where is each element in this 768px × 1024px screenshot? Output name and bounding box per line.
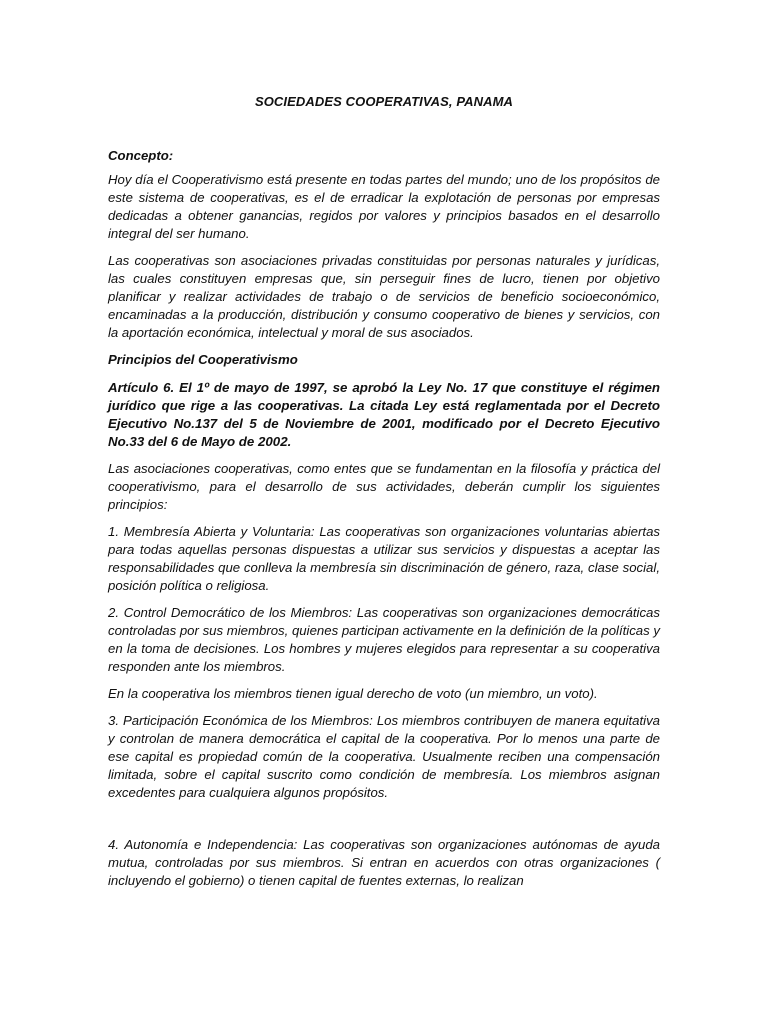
articulo-6-paragraph: Artículo 6. El 1º de mayo de 1997, se aprobó la Ley No. 17 que constituye el régimen jurídico que rige a las cooperativas. La citada Ley está reglamentada por el Decreto Ejecutivo No.137 del 5 de Noviembre de 2001, modificado por el Decreto Ejecutivo No.33 del 6 de Mayo de 2002. [108,380,660,449]
document-body [108,93,660,899]
principio-4-paragraph: 4. Autonomía e Independencia: Las cooperativas son organizaciones autónomas de ayuda mutua, controladas por sus miembros. Si entran en acuerdos con otras organizaciones ( incluyendo el gobierno) o tienen capital de fuentes externas, lo realizan [108,837,660,888]
principio-2-voto-paragraph: En la cooperativa los miembros tienen igual derecho de voto (un miembro, un voto). [108,686,598,701]
concepto-heading: Concepto: [108,148,174,163]
principios-intro-paragraph: Las asociaciones cooperativas, como entes que se fundamentan en la filosofía y práctica del cooperativismo, para el desarrollo de sus actividades, deberán cumplir los siguientes principios: [108,461,660,512]
concepto-paragraph-1: Hoy día el Cooperativismo está presente en todas partes del mundo; uno de los propósitos de este sistema de cooperativas, es el de erradicar la explotación de personas por empresas dedicadas a obtener ganancias, regidos por valores y principios basados en el desarrollo integral del ser humano. [108,172,660,241]
document-title: SOCIEDADES COOPERATIVAS, PANAMA [254,94,514,109]
principio-2-paragraph: 2. Control Democrático de los Miembros: Las cooperativas son organizaciones democráticas controladas por sus miembros, quienes participan activamente en la definición de la políticas y en la toma de decisiones. Los hombres y mujeres elegidos para representar a su cooperativa responden ante los miembros. [108,605,660,674]
concepto-paragraph-2: Las cooperativas son asociaciones privadas constituidas por personas naturales y jurídicas, las cuales constituyen empresas que, sin perseguir fines de lucro, tienen por objetivo planificar y realizar actividades de trabajo o de servicios de beneficio socioeconómico, encaminadas a la producción, distribución y consumo cooperativo de bienes y servicios, con la aportación económica, intelectual y moral de sus asociados. [108,253,660,340]
principio-1-paragraph: 1. Membresía Abierta y Voluntaria: Las cooperativas son organizaciones voluntarias abiertas para todas aquellas personas dispuestas a utilizar sus servicios y dispuestas a aceptar las responsabilidades que conlleva la membresía sin discriminación de género, raza, clase social, posición política o religiosa. [108,524,660,593]
principios-heading: Principios del Cooperativismo [108,352,298,367]
principio-3-paragraph: 3. Participación Económica de los Miembros: Los miembros contribuyen de manera equitativa y controlan de manera democrática el capital de la cooperativa. Por lo menos una parte de ese capital es propiedad común de la cooperativa. Usualmente reciben una compensación limitada, sobre el capital suscrito como condición de membresía. Los miembros asignan excedentes para cualquiera algunos propósitos. [108,713,660,800]
